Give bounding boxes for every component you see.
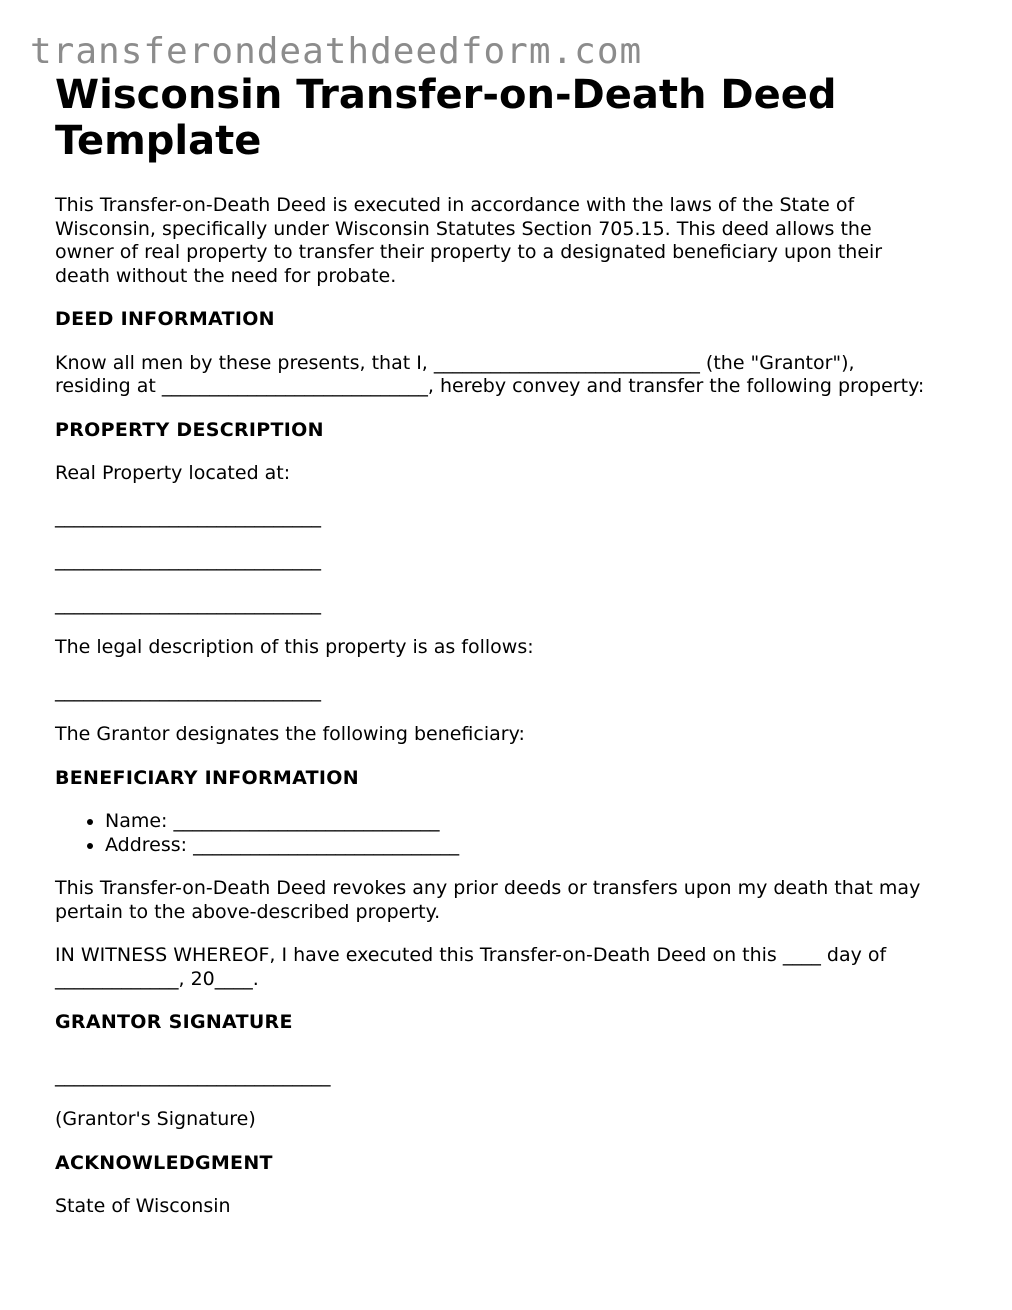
legal-description-line: ____________________________ (55, 679, 321, 702)
deed-information-text: Know all men by these presents, that I, ____________________________ (the "Grantor"), residing at ____________________________, hereby convey and transfer the following property: (55, 351, 925, 397)
legal-description-label: The legal description of this property is as follows: (55, 636, 534, 658)
witness-paragraph: IN WITNESS WHEREOF, I have executed this Transfer-on-Death Deed on this ____ day of _____________, 20____. (55, 944, 887, 990)
property-address-line: ____________________________ (55, 549, 321, 571)
intro-paragraph: This Transfer-on-Death Deed is executed in accordance with the laws of the State of Wisconsin, specifically under Wisconsin Statutes Section 705.15. This deed allows the owner of real property to transfer their property to a designated beneficiary upon their death without the need for probate. (55, 194, 883, 287)
beneficiary-address-item: • Address: ____________________________ (105, 834, 935, 858)
beneficiary-name-item: • Name: ____________________________ (105, 810, 935, 834)
property-address-line: ____________________________ (55, 505, 321, 528)
document-title: Wisconsin Transfer-on-Death Deed Template (55, 72, 837, 164)
property-address-line: ____________________________ (55, 592, 321, 615)
grantor-signature-heading: GRANTOR SIGNATURE (55, 1011, 293, 1033)
site-watermark: transferondeathdeedform.com (30, 31, 643, 72)
property-description-heading: PROPERTY DESCRIPTION (55, 418, 324, 441)
deed-document (55, 72, 935, 1219)
grantor-signature-caption: (Grantor's Signature) (55, 1108, 256, 1130)
beneficiary-designation-text: The Grantor designates the following beneficiary: (55, 723, 525, 745)
property-located-label: Real Property located at: (55, 462, 291, 484)
beneficiary-information-heading: BENEFICIARY INFORMATION (55, 766, 359, 789)
grantor-signature-line: _____________________________ (55, 1064, 331, 1087)
acknowledgment-heading: ACKNOWLEDGMENT (55, 1151, 273, 1174)
acknowledgment-state: State of Wisconsin (55, 1195, 231, 1217)
revocation-paragraph: This Transfer-on-Death Deed revokes any prior deeds or transfers upon my death that may pertain to the above-described property. (55, 877, 921, 923)
deed-information-heading: DEED INFORMATION (55, 308, 275, 330)
beneficiary-list (55, 810, 935, 857)
